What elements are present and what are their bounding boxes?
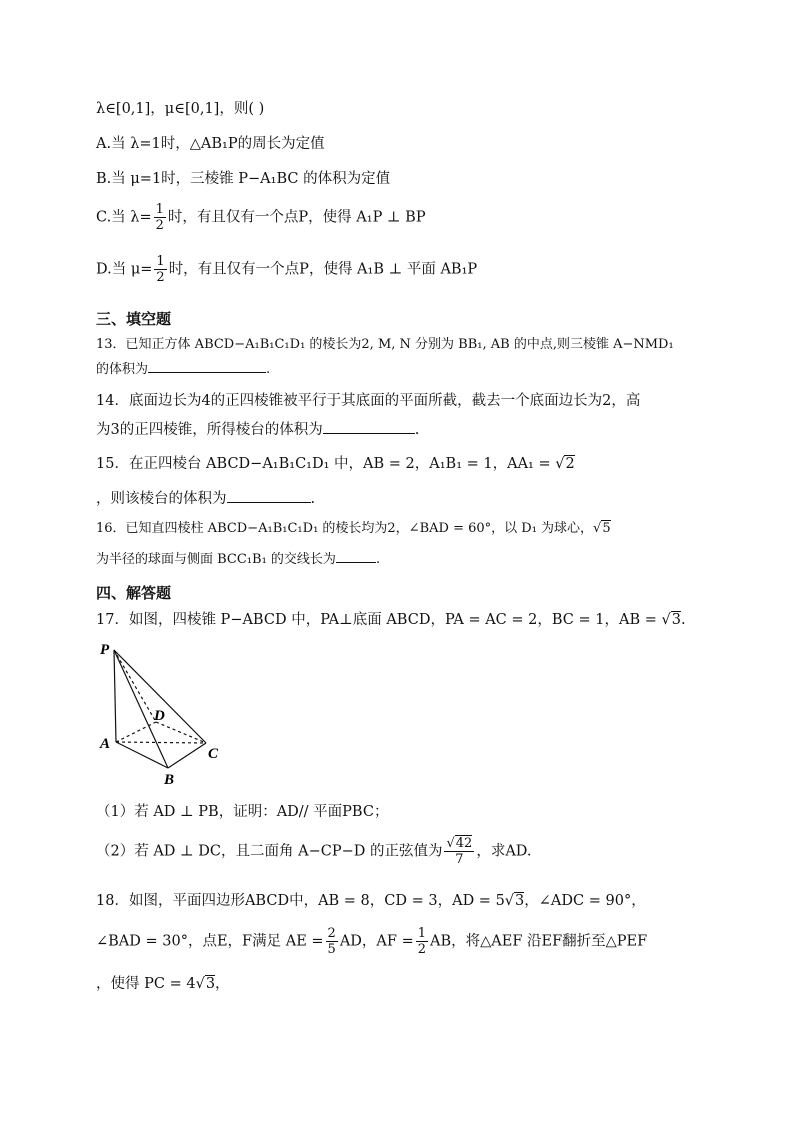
q16-line1: 16．已知直四棱柱 ABCD−A₁B₁C₁D₁ 的棱长均为2，∠BAD = 60°，以 D₁ 为球心，√5 — [96, 521, 611, 536]
fraction: $\frac{√42}{7}$ — [446, 836, 473, 867]
answer-blank[interactable] — [227, 490, 311, 503]
q18-line2: ∠BAD = 30°，点E，F满足 AE = $\frac{2}{5}$ AD，AF = $\frac{1}{2}$ AB，将△AEF 沿EF翻折至△PEF — [96, 926, 648, 957]
q13-line1: 13．已知正方体 ABCD−A₁B₁C₁D₁ 的棱长为2, M, N 分别为 BB₁, AB 的中点,则三棱锥 A−NMD₁ — [96, 337, 674, 352]
answer-blank[interactable] — [148, 360, 266, 373]
q13-line2: 的体积为 . — [96, 362, 271, 377]
vertex-label-A: A — [100, 736, 111, 752]
edge-BC — [168, 743, 206, 768]
fraction: $\frac{2}{5}$ — [327, 926, 336, 957]
vertex-label-B: B — [164, 772, 175, 788]
edge-DC — [156, 722, 206, 743]
vertex-label-P: P — [100, 642, 110, 658]
q17-part2: （2）若 AD ⊥ DC，且二面角 A−CP−D 的正弦值为 $\frac{√42}{7}$ ，求AD. — [96, 836, 532, 867]
vertex-label-C: C — [208, 746, 219, 762]
vertex-label-D: D — [154, 708, 165, 724]
section-heading-fill-in: 三、填空题 — [96, 310, 172, 328]
edge-AD — [116, 722, 156, 742]
q14-line1: 14．底面边长为4的正四棱锥被平行于其底面的平面所截，截去一个底面边长为2，高 — [96, 393, 641, 409]
answer-blank[interactable] — [323, 421, 415, 434]
answer-blank[interactable] — [336, 550, 376, 563]
q17-part1: （1）若 AD ⊥ PB，证明：AD// 平面PBC； — [96, 804, 389, 820]
q12-option-a: A.当 λ=1时，△AB₁P的周长为定值 — [96, 136, 325, 152]
q12-option-c: C.当 λ= $\frac{1}{2}$ 时，有且仅有一个点P，使得 A₁P ⊥ BP — [96, 202, 426, 233]
q15-line1: 15．在正四棱台 ABCD−A₁B₁C₁D₁ 中，AB = 2，A₁B₁ = 1，AA₁ = √2 — [96, 456, 575, 472]
edge-AB — [116, 742, 168, 768]
edge-PA — [114, 650, 116, 742]
q12-option-b: B.当 μ=1时，三棱锥 P−A₁BC 的体积为定值 — [96, 171, 391, 187]
q18-line1: 18．如图，平面四边形ABCD中，AB = 8，CD = 3，AD = 5√3，∠ADC = 90°， — [96, 893, 646, 909]
fraction: $\frac{1}{2}$ — [155, 202, 164, 233]
edge-AC — [116, 742, 206, 743]
q17-line1: 17．如图，四棱锥 P−ABCD 中，PA⊥底面 ABCD，PA = AC = 2，BC = 1，AB = √3. — [96, 612, 686, 628]
q12-option-d: D.当 μ= $\frac{1}{2}$ 时，有且仅有一个点P，使得 A₁B ⊥ 平面 AB₁P — [96, 254, 478, 285]
q16-line2: 为半径的球面与侧面 BCC₁B₁ 的交线长为 . — [96, 552, 381, 567]
q15-line2: ，则该棱台的体积为 . — [96, 491, 316, 507]
fraction: $\frac{1}{2}$ — [417, 926, 426, 957]
q17-pyramid-figure — [96, 638, 236, 790]
edge-PC — [114, 650, 206, 743]
q14-line2: 为3的正四棱锥，所得棱台的体积为 . — [96, 422, 420, 438]
q18-line3: ，使得 PC = 4√3， — [96, 976, 230, 992]
fraction: $\frac{1}{2}$ — [156, 254, 165, 285]
q12-params: λ∈[0,1]，μ∈[0,1]，则( ) — [96, 101, 265, 117]
section-heading-solutions: 四、解答题 — [96, 584, 172, 602]
